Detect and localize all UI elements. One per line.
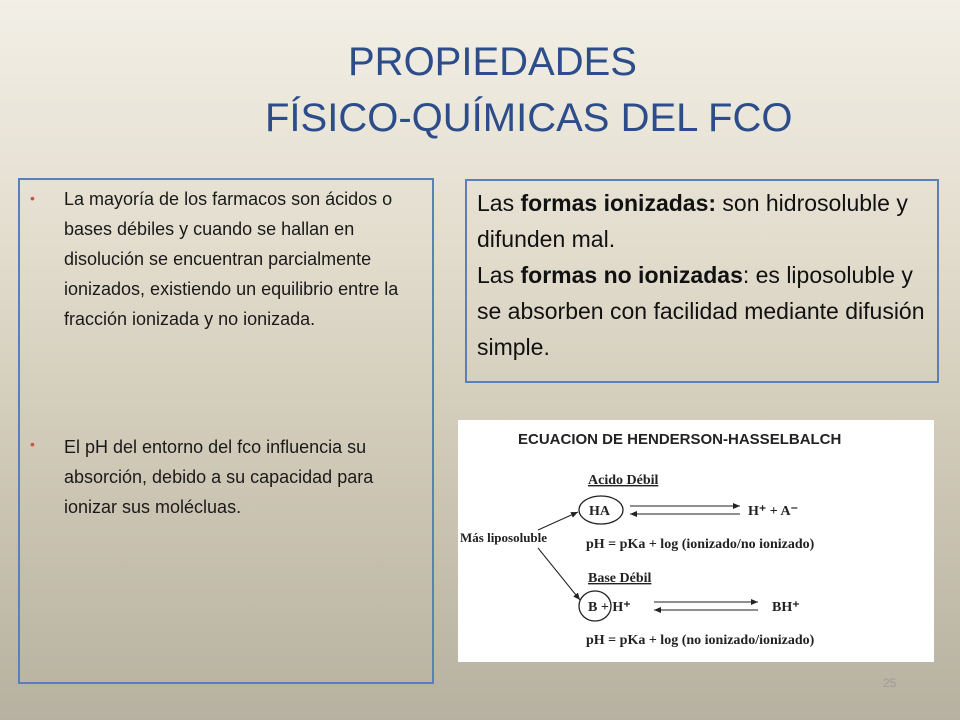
left-text-box (18, 178, 434, 684)
base-product: BH⁺ (772, 600, 800, 615)
mas-liposoluble-label: Más liposoluble (460, 530, 548, 545)
non-ionized-paragraph: Las formas no ionizadas: es liposoluble y se absorben con facilidad mediante difusión simple. (477, 262, 925, 360)
figure-title: ECUACION DE HENDERSON-HASSELBALCH (518, 431, 842, 448)
bullet-text-2: El pH del entorno del fco influencia su absorción, debido a su capacidad para ionizar sus molécluas. (64, 437, 374, 517)
acid-species: HA (589, 504, 610, 519)
bullet-icon: • (30, 436, 35, 452)
bullet-icon: • (30, 190, 35, 206)
henderson-hasselbalch-diagram (458, 420, 934, 662)
acid-equation: pH = pKa + log (ionizado/no ionizado) (586, 537, 815, 552)
base-label: Base Débil (588, 571, 652, 586)
right-text-box (465, 179, 939, 383)
bullet-text-1: La mayoría de los farmacos son ácidos o bases débiles y cuando se hallan en disolución se encuentran parcialmente ionizados, existiendo un equilibrio entre la fracción ionizada y no ionizada. (64, 189, 399, 329)
ionized-paragraph: Las formas ionizadas: son hidrosoluble y difunden mal. (477, 190, 908, 252)
base-species: B + H⁺ (588, 600, 631, 615)
liposoluble-arrow-acid (538, 512, 578, 530)
slide-title-line2: FÍSICO-QUÍMICAS DEL FCO (265, 96, 793, 140)
page-number: 25 (883, 676, 897, 690)
liposoluble-arrow-base (538, 548, 580, 600)
base-equation: pH = pKa + log (no ionizado/ionizado) (586, 633, 815, 648)
non-ionized-term: formas no ionizadas (520, 262, 743, 288)
henderson-hasselbalch-figure (458, 420, 934, 662)
ionized-term: formas ionizadas: (520, 190, 717, 216)
slide-title-line1: PROPIEDADES (348, 40, 637, 84)
acid-products: H⁺ + A⁻ (748, 504, 798, 519)
acid-label: Acido Débil (588, 473, 659, 488)
